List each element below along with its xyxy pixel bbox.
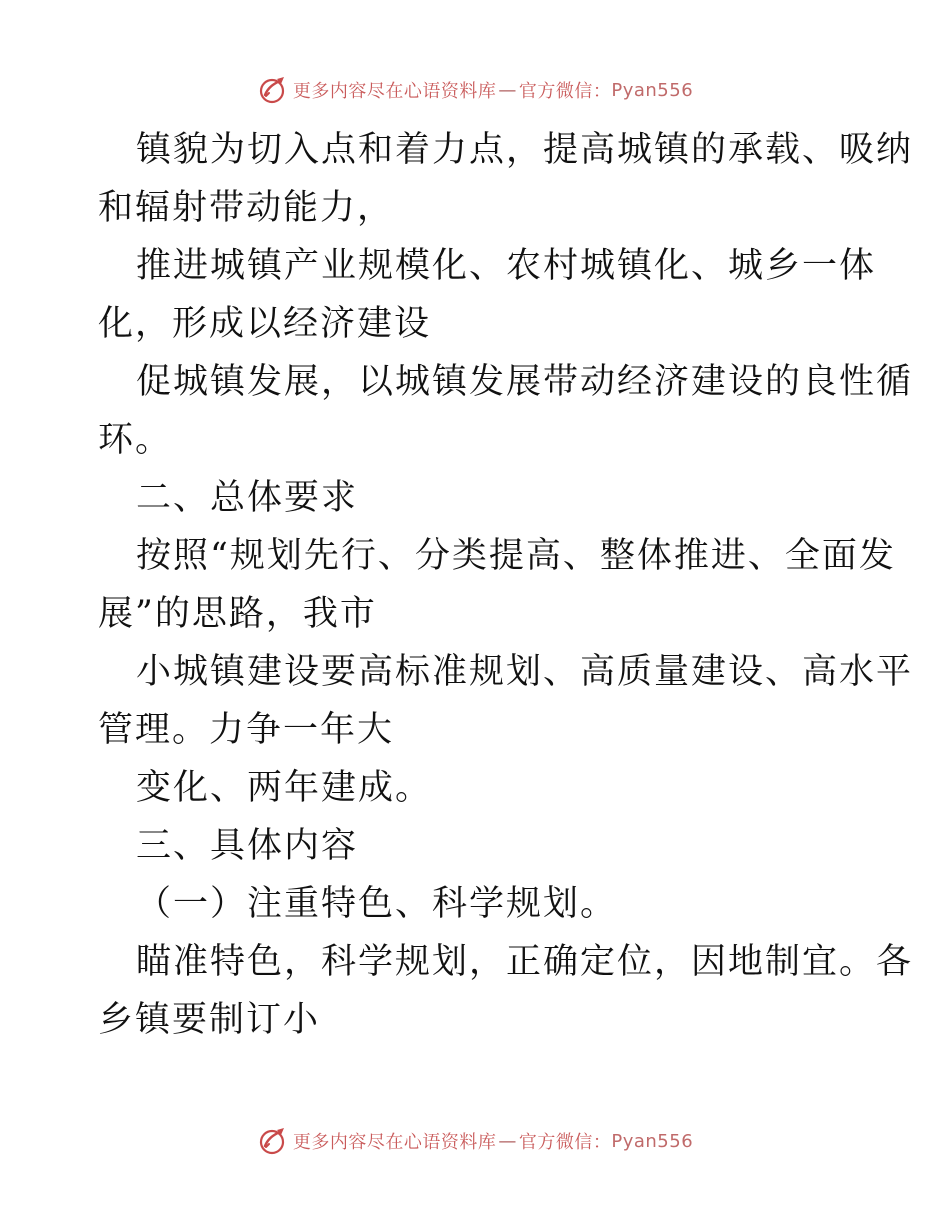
watermark-contact-label: 官方微信： <box>518 1132 612 1153</box>
paragraph-line: 推进城镇产业规模化、农村城镇化、城乡一体 <box>136 246 877 286</box>
footer-watermark-banner <box>0 1121 950 1161</box>
paragraph-line: 促城镇发展，以城镇发展带动经济建设的良性循 <box>136 362 914 402</box>
paragraph-line: 管理。力争一年大 <box>98 710 395 750</box>
header-watermark-banner <box>0 70 950 110</box>
document-body <box>98 121 914 1049</box>
paragraph-line: 镇貌为切入点和着力点，提高城镇的承载、吸纳 <box>136 130 914 170</box>
paragraph-line: 展”的思路，我市 <box>98 594 377 634</box>
paragraph-line: 乡镇要制订小 <box>98 1000 321 1040</box>
paragraph-line: 变化、两年建成。 <box>136 768 433 808</box>
paragraph-line: 按照“规划先行、分类提高、整体推进、全面发 <box>136 536 896 576</box>
watermark-contact-id: Pyan556 <box>611 79 694 101</box>
pen-swirl-logo-icon <box>257 1126 287 1156</box>
paragraph-line: 瞄准特色，科学规划，正确定位，因地制宜。各 <box>136 942 914 982</box>
paragraph-line: 和辐射带动能力， <box>98 188 395 228</box>
watermark-contact-label: 官方微信： <box>518 81 612 102</box>
paragraph-line: 小城镇建设要高标准规划、高质量建设、高水平 <box>136 652 914 692</box>
section-heading: 三、具体内容 <box>136 826 359 866</box>
pen-swirl-logo-icon <box>257 75 287 105</box>
watermark-brand-text: 更多内容尽在心语资料库 <box>292 81 497 102</box>
paragraph-line: 环。 <box>98 420 173 460</box>
watermark-contact-id: Pyan556 <box>611 1130 694 1152</box>
subsection-heading: （一）注重特色、科学规划。 <box>136 884 618 924</box>
watermark-separator: — <box>498 79 517 101</box>
watermark-separator: — <box>498 1130 517 1152</box>
section-heading: 二、总体要求 <box>136 478 359 518</box>
paragraph-line: 化，形成以经济建设 <box>98 304 432 344</box>
watermark-brand-text: 更多内容尽在心语资料库 <box>292 1132 497 1153</box>
